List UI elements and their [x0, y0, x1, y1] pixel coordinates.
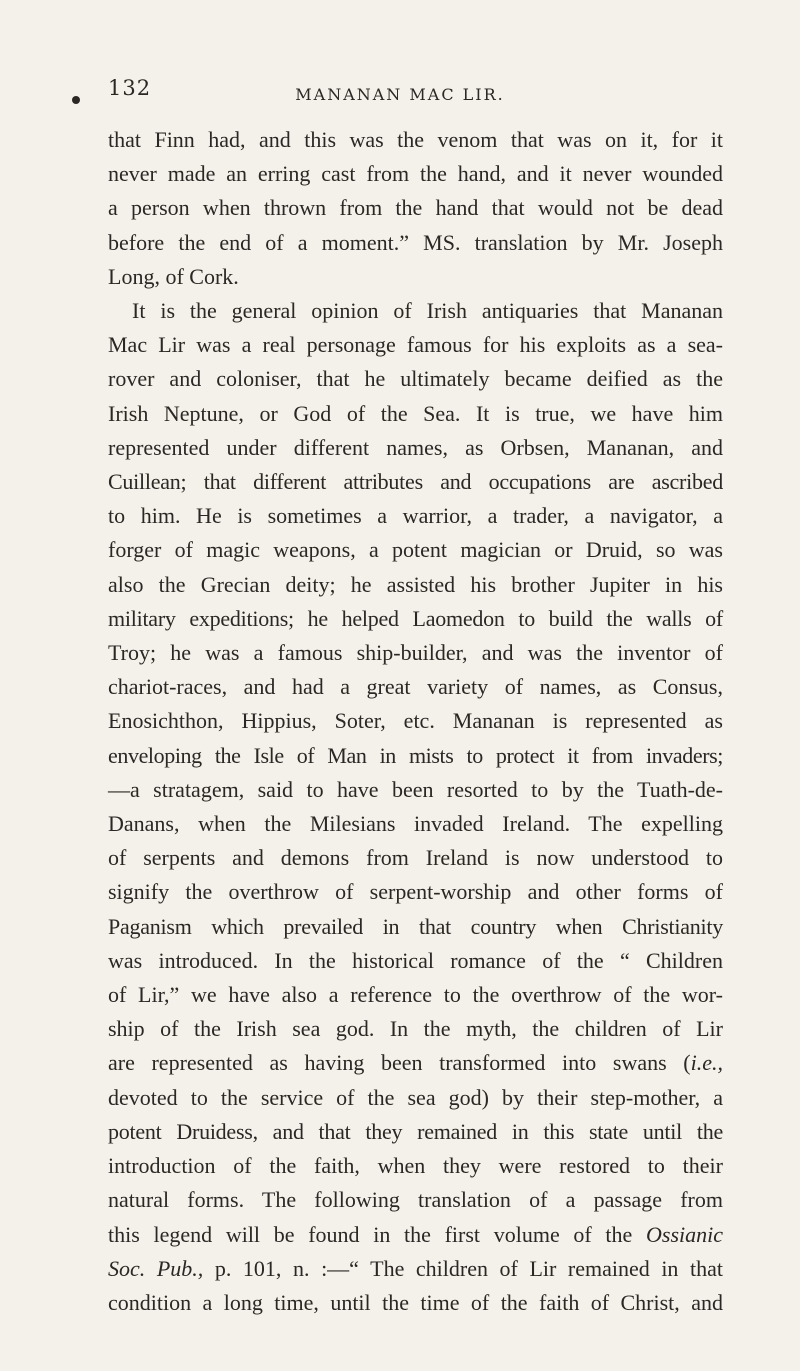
text-line: represented under different names, as Orbsen, Mananan, and — [108, 434, 723, 460]
text-line: before the end of a moment.” MS. translation by Mr. Joseph — [108, 229, 723, 255]
italic-text: Soc. Pub., — [108, 1255, 204, 1281]
text-line: introduction of the faith, when they were restored to their — [108, 1153, 723, 1179]
text-line: signify the overthrow of serpent-worship and other forms of — [108, 879, 723, 905]
text-line: forger of magic weapons, a potent magician or Druid, so was — [108, 537, 723, 563]
text-line: Mac Lir was a real personage famous for his exploits as a sea- — [108, 332, 723, 358]
text-line: a person when thrown from the hand that would not be dead — [108, 195, 723, 221]
text-line: Cuillean; that different attributes and occupations are ascribed — [108, 469, 723, 495]
italic-text: i.e., — [690, 1050, 723, 1076]
text-line: devoted to the service of the sea god) by their step-mother, a — [108, 1084, 723, 1110]
text-line: Danans, when the Milesians invaded Ireland. The expelling — [108, 811, 723, 837]
text-line: enveloping the Isle of Man in mists to protect it from invaders; — [108, 742, 723, 768]
text-line: condition a long time, until the time of the faith of Christ, and — [108, 1289, 723, 1315]
running-title: MANANAN MAC LIR. — [295, 85, 505, 104]
text-line — [108, 1252, 723, 1286]
text-line: military expeditions; he helped Laomedon to build the walls of — [108, 605, 723, 631]
text-line: Irish Neptune, or God of the Sea. It is true, we have him — [108, 400, 723, 426]
text-run: p. 101, n. :—“ The children of Lir remained in that — [203, 1255, 723, 1281]
text-line: to him. He is sometimes a warrior, a trader, a navigator, a — [108, 503, 723, 529]
text-line: never made an erring cast from the hand, and it never wounded — [108, 161, 723, 187]
text-line — [108, 1218, 723, 1252]
text-line: ship of the Irish sea god. In the myth, the children of Lir — [108, 1016, 723, 1042]
text-line: of serpents and demons from Ireland is now understood to — [108, 845, 723, 871]
text-line — [108, 1046, 723, 1080]
text-line: Long, of Cork. — [108, 263, 239, 289]
text-line: —a stratagem, said to have been resorted to by the Tuath-de- — [108, 776, 723, 802]
text-line: Enosichthon, Hippius, Soter, etc. Mananan is represented as — [108, 708, 723, 734]
text-line: Troy; he was a famous ship-builder, and was the inventor of — [108, 640, 723, 666]
text-line: of Lir,” we have also a reference to the overthrow of the wor- — [108, 982, 723, 1008]
text-line: potent Druidess, and that they remained in this state until the — [108, 1118, 723, 1144]
text-line: also the Grecian deity; he assisted his brother Jupiter in his — [108, 571, 723, 597]
text-line: chariot-races, and had a great variety of names, as Consus, — [108, 674, 723, 700]
text-line: was introduced. In the historical romance of the “ Children — [108, 947, 723, 973]
italic-text: Ossianic — [646, 1221, 723, 1247]
text-line: natural forms. The following translation of a passage from — [108, 1187, 723, 1213]
text-run: this legend will be found in the first volume of the — [108, 1221, 646, 1247]
text-line: rover and coloniser, that he ultimately became deified as the — [108, 366, 723, 392]
text-line: Paganism which prevailed in that country when Christianity — [108, 913, 723, 939]
text-run: are represented as having been transformed into swans ( — [108, 1050, 691, 1076]
text-line: It is the general opinion of Irish antiquaries that Mananan — [132, 298, 723, 324]
page-number: 132 — [108, 76, 152, 100]
body-text — [108, 123, 723, 1320]
text-line: that Finn had, and this was the venom that was on it, for it — [108, 127, 723, 152]
